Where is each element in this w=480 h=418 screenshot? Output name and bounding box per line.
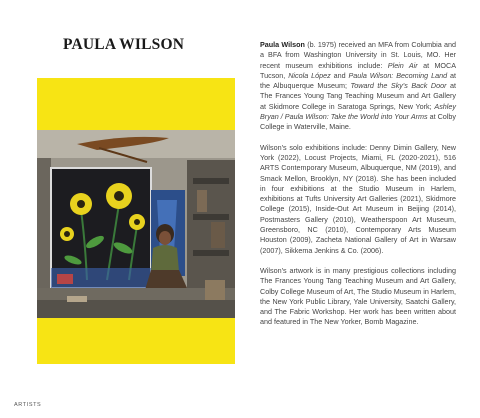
bio-paragraph-1 xyxy=(260,40,456,133)
bio-text: and xyxy=(330,70,349,80)
page-title: PAULA WILSON xyxy=(63,36,185,53)
exhibition-title: Nicola López xyxy=(288,70,331,80)
exhibition-title: Ashley Bryan / Paula Wilson: Take the World into Your Arms xyxy=(260,101,456,122)
exhibition-title: Paula Wilson: Becoming Land xyxy=(348,70,448,80)
studio-photo-illustration xyxy=(37,130,235,318)
bio-text: at Colby College in Waterville, Maine. xyxy=(260,112,456,132)
bio-text: at the Albuquerque Museum; xyxy=(260,70,456,91)
artist-bio xyxy=(260,40,456,338)
exhibition-title: Plein Air xyxy=(387,60,418,70)
yellow-band-bottom xyxy=(37,318,235,364)
bio-text: at MOCA Tucson, xyxy=(260,60,457,80)
bio-text: (b. 1975) received an MFA from Columbia and a BFA from Washington University in St. Louis, MO. Her recent museum exhibitions include: xyxy=(260,40,457,70)
bio-paragraph-3: Wilson's artwork is in many prestigious collections including The Frances Young Tang Teaching Museum and Art Gallery, Colby College Museum of Art, The Studio Museum in Harlem, the New York Public Library, Yale University, Saatchi Gallery, and The Fabric Workshop. Her work has been written about and featured in The New Yorker, Bomb Magazine. xyxy=(260,265,457,327)
artwork-panel xyxy=(37,78,235,364)
exhibition-title: Toward the Sky's Back Door xyxy=(350,81,447,91)
yellow-band-top xyxy=(37,78,235,130)
section-label: ARTISTS xyxy=(14,402,42,408)
bio-paragraph-2: Wilson's solo exhibitions include: Denny Dimin Gallery, New York (2022), Locust Projects, Miami, FL (2020-2021), 516 ARTS Contemporary Museum, Albuquerque, NM (2019), and Smack Mellon, Brooklyn, NY (2018). She has been included in four exhibitions at the Studio Museum in Harlem, exhibitions at Tufts University Art Galleries (2021), Skidmore College (2015), Inside-Out Art Museum in Beijing (2014), Postmasters Gallery (2010), Weatherspoon Art Museum, Greensboro, NC (2010), Contemporary Arts Museum Houston (2009), Zacheta National Gallery of Art in Warsaw (2007), Sikkema Jenkins & Co. (2006). xyxy=(260,142,456,255)
artist-name: Paula Wilson xyxy=(260,40,305,49)
bio-text: at The Frances Young Tang Teaching Museum and Art Gallery at Skidmore College in Saratoga Springs, New York; xyxy=(260,81,457,111)
artist-studio-photo xyxy=(37,130,235,318)
